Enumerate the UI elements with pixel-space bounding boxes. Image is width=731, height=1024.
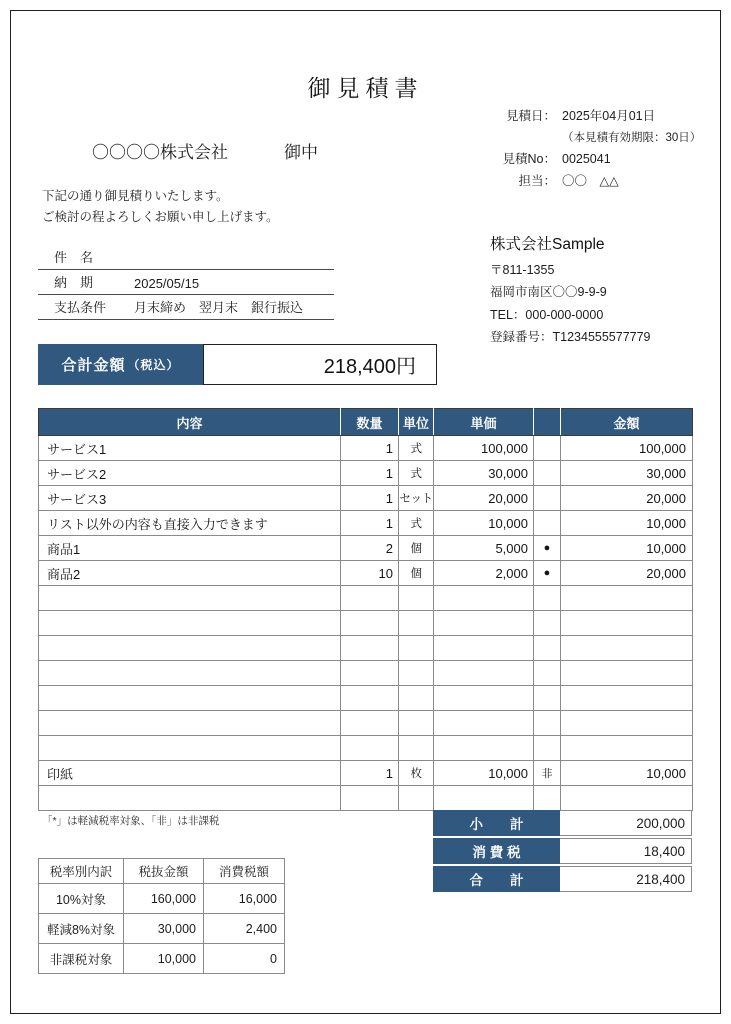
issuer-name: 株式会社Sample [490, 236, 605, 253]
item-cell-desc [39, 786, 341, 811]
tax-cell-0: 非課税対象 [39, 944, 124, 974]
item-cell-price [434, 686, 534, 711]
field-payment-value: 月末締め 翌月末 銀行振込 [134, 300, 304, 315]
item-cell-desc: サービス2 [39, 461, 341, 486]
item-cell-amount: 30,000 [561, 461, 693, 486]
item-cell-mark [534, 686, 561, 711]
field-subject [38, 245, 334, 270]
items-table-body [39, 436, 693, 811]
item-cell-mark: ● [534, 536, 561, 561]
total-box [38, 344, 437, 385]
field-delivery-label: 納 期 [54, 275, 94, 290]
item-row [39, 586, 693, 611]
summary-total-label: 合 計 [433, 866, 560, 892]
tax-cell-2: 2,400 [204, 914, 285, 944]
item-cell-desc: リスト以外の内容も直接入力できます [39, 511, 341, 536]
item-cell-mark [534, 586, 561, 611]
item-cell-unit [399, 636, 434, 661]
client-honorific: 御中 [284, 143, 318, 162]
tax-cell-0: 軽減8%対象 [39, 914, 124, 944]
item-row [39, 636, 693, 661]
summary-subtotal-value: 200,000 [560, 810, 692, 836]
item-cell-amount [561, 786, 693, 811]
item-cell-qty [341, 736, 399, 761]
item-cell-desc [39, 611, 341, 636]
summary-tax-label: 消 費 税 [433, 838, 560, 864]
tax-table-body [39, 884, 285, 974]
client-name: 〇〇〇〇株式会社 [92, 143, 228, 162]
tax-row [39, 884, 285, 914]
items-header-mark [534, 409, 561, 436]
item-row [39, 736, 693, 761]
item-cell-qty: 1 [341, 511, 399, 536]
item-cell-mark: ● [534, 561, 561, 586]
item-cell-amount: 10,000 [561, 761, 693, 786]
item-row [39, 761, 693, 786]
meta-no-value: 0025041 [562, 152, 611, 166]
tax-breakdown-table [38, 858, 285, 974]
item-cell-unit: 枚 [399, 761, 434, 786]
tax-row [39, 914, 285, 944]
item-cell-amount [561, 686, 693, 711]
item-cell-price: 30,000 [434, 461, 534, 486]
total-label-main: 合計金額 [61, 357, 126, 374]
item-cell-unit [399, 586, 434, 611]
item-cell-qty [341, 661, 399, 686]
item-cell-amount [561, 586, 693, 611]
field-delivery [38, 270, 334, 295]
items-header-price: 単価 [434, 409, 534, 436]
item-cell-price [434, 611, 534, 636]
item-cell-qty [341, 786, 399, 811]
item-cell-desc [39, 736, 341, 761]
tax-cell-1: 160,000 [124, 884, 204, 914]
meta-date-label: 見積日： [505, 109, 556, 123]
total-label-sub: （税込） [127, 358, 180, 372]
tax-cell-2: 16,000 [204, 884, 285, 914]
total-label [38, 344, 203, 385]
item-cell-amount [561, 661, 693, 686]
meta-validity-row [462, 128, 710, 150]
client-line [92, 138, 318, 163]
item-cell-price [434, 586, 534, 611]
item-cell-desc: 商品2 [39, 561, 341, 586]
item-cell-amount [561, 736, 693, 761]
issuer-tel: TEL：000-000-0000 [490, 307, 604, 322]
summary-subtotal-label: 小 計 [433, 810, 560, 836]
tax-cell-1: 30,000 [124, 914, 204, 944]
summary-tax-value: 18,400 [560, 838, 692, 864]
item-cell-desc: 商品1 [39, 536, 341, 561]
items-header-amount: 金額 [561, 409, 693, 436]
issuer-postal: 〒811-1355 [490, 263, 555, 277]
tax-header-category: 税率別内訳 [39, 859, 124, 884]
items-header-row [39, 409, 693, 436]
meta-block [462, 106, 710, 192]
item-cell-desc [39, 711, 341, 736]
tax-cell-0: 10%対象 [39, 884, 124, 914]
item-cell-unit [399, 686, 434, 711]
item-cell-unit [399, 611, 434, 636]
meta-no-row [462, 149, 710, 171]
meta-rep-label: 担当： [518, 173, 556, 188]
item-cell-unit: セット [399, 486, 434, 511]
item-cell-unit: 式 [399, 461, 434, 486]
item-cell-desc [39, 686, 341, 711]
item-cell-qty: 1 [341, 461, 399, 486]
item-cell-desc [39, 636, 341, 661]
item-cell-unit: 式 [399, 436, 434, 461]
item-cell-mark [534, 461, 561, 486]
tax-header-tax: 消費税額 [204, 859, 285, 884]
meta-date-value: 2025年04月01日 [562, 109, 656, 123]
item-cell-desc: サービス1 [39, 436, 341, 461]
summary-block [433, 810, 692, 894]
item-cell-mark [534, 736, 561, 761]
total-value: 218,400円 [203, 344, 437, 385]
item-row [39, 486, 693, 511]
field-delivery-value: 2025/05/15 [134, 276, 200, 291]
item-cell-price [434, 736, 534, 761]
item-cell-mark [534, 611, 561, 636]
item-cell-qty [341, 686, 399, 711]
tax-row [39, 944, 285, 974]
item-cell-desc: 印紙 [39, 761, 341, 786]
page-title: 御見積書 [307, 75, 424, 101]
item-cell-price: 10,000 [434, 511, 534, 536]
item-row [39, 436, 693, 461]
greeting-line2: ご検討の程よろしくお願い申し上げます。 [42, 210, 279, 224]
item-cell-mark [534, 661, 561, 686]
summary-tax-row [433, 838, 692, 864]
tax-header-base: 税抜金額 [124, 859, 204, 884]
fields-block [38, 245, 334, 320]
summary-subtotal-row [433, 810, 692, 836]
item-row [39, 711, 693, 736]
item-cell-price: 20,000 [434, 486, 534, 511]
item-cell-mark [534, 511, 561, 536]
item-cell-mark [534, 636, 561, 661]
item-cell-unit [399, 736, 434, 761]
items-header-unit: 単位 [399, 409, 434, 436]
tax-note: 「*」は軽減税率対象、「非」は非課税 [42, 815, 220, 827]
item-row [39, 461, 693, 486]
item-cell-qty: 10 [341, 561, 399, 586]
item-cell-qty [341, 636, 399, 661]
item-cell-price: 10,000 [434, 761, 534, 786]
item-cell-price: 2,000 [434, 561, 534, 586]
item-cell-amount [561, 611, 693, 636]
item-cell-unit [399, 711, 434, 736]
item-cell-mark [534, 711, 561, 736]
summary-total-row [433, 866, 692, 892]
greeting-line1: 下記の通り御見積りいたします。 [42, 189, 229, 203]
item-row [39, 511, 693, 536]
item-cell-qty: 1 [341, 761, 399, 786]
field-payment [38, 295, 334, 320]
item-cell-amount: 100,000 [561, 436, 693, 461]
item-cell-price: 100,000 [434, 436, 534, 461]
meta-rep-row [462, 171, 710, 193]
item-cell-unit: 個 [399, 561, 434, 586]
item-row [39, 786, 693, 811]
item-cell-unit [399, 786, 434, 811]
greeting [42, 186, 279, 228]
item-row [39, 661, 693, 686]
item-cell-unit: 式 [399, 511, 434, 536]
item-cell-qty: 1 [341, 486, 399, 511]
item-cell-qty [341, 611, 399, 636]
item-row [39, 561, 693, 586]
item-cell-price [434, 636, 534, 661]
item-cell-unit: 個 [399, 536, 434, 561]
item-cell-price [434, 786, 534, 811]
item-cell-amount: 20,000 [561, 486, 693, 511]
meta-no-label: 見積No： [502, 152, 556, 166]
item-cell-mark [534, 436, 561, 461]
items-table [38, 408, 693, 811]
item-cell-mark: 非 [534, 761, 561, 786]
item-cell-mark [534, 486, 561, 511]
item-cell-amount [561, 711, 693, 736]
item-cell-price [434, 711, 534, 736]
item-cell-amount [561, 636, 693, 661]
item-cell-amount: 10,000 [561, 511, 693, 536]
issuer-address: 福岡市南区〇〇9-9-9 [490, 285, 607, 300]
issuer-block [490, 232, 651, 349]
field-subject-label: 件 名 [54, 250, 94, 265]
item-cell-qty [341, 586, 399, 611]
tax-cell-2: 0 [204, 944, 285, 974]
tax-cell-1: 10,000 [124, 944, 204, 974]
item-row [39, 536, 693, 561]
item-cell-unit [399, 661, 434, 686]
summary-total-value: 218,400 [560, 866, 692, 892]
issuer-registration: 登録番号：T1234555577779 [490, 330, 651, 345]
item-cell-desc [39, 661, 341, 686]
meta-validity: （本見積有効期限：30日） [562, 131, 702, 144]
field-payment-label: 支払条件 [54, 300, 107, 315]
item-cell-price [434, 661, 534, 686]
item-row [39, 686, 693, 711]
items-header-qty: 数量 [341, 409, 399, 436]
item-row [39, 611, 693, 636]
tax-header-row [39, 859, 285, 884]
item-cell-qty: 2 [341, 536, 399, 561]
item-cell-amount: 20,000 [561, 561, 693, 586]
item-cell-desc: サービス3 [39, 486, 341, 511]
items-header-desc: 内容 [39, 409, 341, 436]
item-cell-price: 5,000 [434, 536, 534, 561]
item-cell-mark [534, 786, 561, 811]
item-cell-qty: 1 [341, 436, 399, 461]
item-cell-qty [341, 711, 399, 736]
item-cell-amount: 10,000 [561, 536, 693, 561]
item-cell-desc [39, 586, 341, 611]
meta-rep-value: 〇〇 △△ [562, 173, 619, 188]
meta-date-row [462, 106, 710, 128]
